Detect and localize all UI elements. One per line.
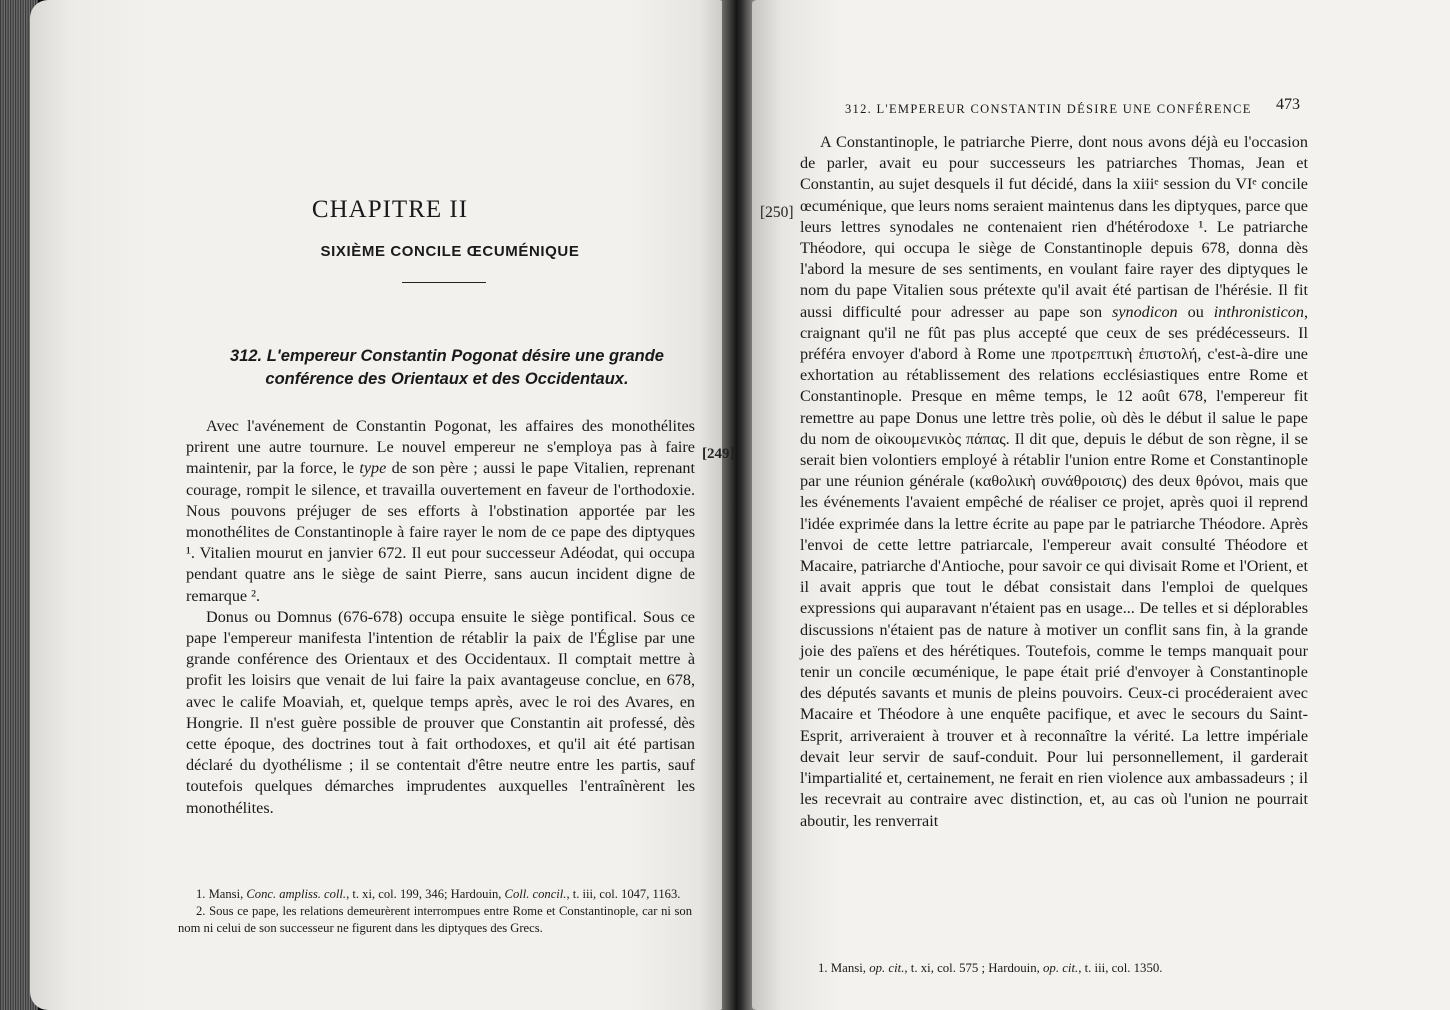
right-body-text [800,132,1308,832]
paragraph [800,132,1308,832]
text-run: Donus ou Domnus (676-678) occupa ensuite le siège pontifical. Sous ce pape l'empereur manifesta l'intention de rétablir la paix de l'Église par une grande conférence des Orientaux et des Occidentaux. Il comptait mettre à profit les loisirs que venait de lui faire la paix avantageuse conclue, en 678, avec le calife Moaviah, et, quelque temps après, avec le roi des Avares, en Hongrie. Il n'est guère possible de prouver que Constantin ait professé, dès cette époque, des doctrines tout à fait orthodoxes, et qu'il ait été partisan déclaré du dyothélisme ; il se contentait d'être neutre entre les partis, sauf toutefois quelques démarches imprudentes auxquelles l'entraînèrent les monothélites. [186,607,695,817]
paragraph [186,416,695,607]
italic-term: type [359,459,387,478]
paragraph [186,607,695,819]
text-run: , t. iii, col. 1350. [1078,961,1163,975]
left-footnotes [178,886,692,937]
text-run: ou [1177,302,1214,321]
text-run: A Constantinople, le patriarche Pierre, dont nous avons déjà eu l'occasion de parler, avait eu pour successeurs les patriarches Thomas, Jean et Constantin, au sujet desquels il fut décidé, dans la xiiiᵉ session du VIᵉ concile œcuménique, que leurs noms seraient maintenus dans les diptyques, parce que leurs lettres synodales ne contenaient rien d'hétérodoxe ¹. Le patriarche Théodore, qui occupa le siège de Constantinople depuis 678, donna dès l'abord la mesure de ses sentiments, en voulant faire rayer des diptyques le nom du pape Vitalien sous prétexte qu'il avait été partisan de l'hérésie. Il fit aussi difficulté pour adresser au pape son [800,133,1308,321]
chapter-divider [402,282,486,283]
page-number: 473 [1276,96,1300,113]
left-body-text [186,416,695,819]
footnote-1 [806,960,1306,977]
section-heading: 312. L'empereur Constantin Pogonat désire une grande conférence des Orientaux et des Occidentaux. [230,347,664,388]
italic-citation: op. cit. [869,961,905,975]
book-gutter [722,0,754,1010]
text-run: Avec l'avénement de Constantin Pogonat, les affaires des monothélites prirent une autre tournure. Le nouvel empereur ne s'employa pas à faire maintenir, par la force, le [186,417,695,478]
chapter-title: CHAPITRE II [311,196,469,223]
text-run: , t. xi, col. 199, 346; Hardouin, [346,887,505,901]
text-run: , t. iii, col. 1047, 1163. [566,887,681,901]
italic-term: synodicon [1112,302,1178,321]
right-footnotes [806,960,1306,977]
text-run: 1. Mansi, [818,961,870,975]
footnote-1 [178,886,692,903]
italic-citation: Coll. concil. [504,887,567,901]
chapter-subtitle: SIXIÈME CONCILE ŒCUMÉNIQUE [320,243,580,260]
text-run: 1. Mansi, [196,887,247,901]
running-head: 312. L'EMPEREUR CONSTANTIN DÉSIRE UNE CONFÉRENCE [845,102,1252,116]
margin-reference-249: [249] [702,446,735,462]
italic-citation: Conc. ampliss. coll. [246,887,347,901]
italic-citation: op. cit. [1043,961,1079,975]
text-run: de son père ; aussi le pape Vitalien, reprenant courage, rompit le silence, et travailla ouvertement en faveur de l'orthodoxie. Nous pouvons préjuger de ses efforts à l'obstination apportée par les monothélites de Constantinople à faire rayer le nom de ce pape des diptyques ¹. Vitalien mourut en janvier 672. Il eut pour successeur Adéodat, qui occupa pendant quatre ans le siège de saint Pierre, sans aucun incident digne de remarque ². [186,459,695,605]
footnote-2: 2. Sous ce pape, les relations demeurèrent interrompues entre Rome et Constantinople, car ni son nom ni celui de son successeur ne figurent dans les diptyques des Grecs. [178,904,692,935]
text-run: , t. xi, col. 575 ; Hardouin, [904,961,1044,975]
text-run: , craignant qu'il ne fût pas plus accepté que ceux de ses prédécesseurs. Il préféra envoyer d'abord à Rome une προτρεπτικὴ ἐπιστολή, c'est-à-dire une exhortation au rétablissement des relations ecclésiastiques entre Rome et Constantinople. Presque en même temps, le 12 août 678, l'empereur fit remettre au pape Donus une lettre très polie, où dès le début il salue le pape du nom de οἰκουμενικὸς πάπας. Il dit que, depuis le début de son règne, il se serait bien volontiers employé à rétablir l'union entre Rome et Constantinople par une réunion générale (καθολικὴ συνάθροισις) des deux θρόνοι, mais que les événements l'avaient empêché de réaliser ce projet, après quoi il reprend l'idée exprimée dans la lettre écrite au pape par le patriarche Théodore. Après l'envoi de cette lettre patriarcale, l'empereur avait consulté Théodore et Macaire, patriarche d'Antioche, pour savoir ce qui divisait Rome et l'Orient, et il avait appris que tout le débat consistait dans l'emploi de quelques expressions qui auparavant n'étaient pas en usage... De telles et si déplorables discussions n'étaient pas de nature à motiver un conflit sans fin, à la grande joie des païens et des hérétiques. Toutefois, comme le temps manquait pour tenir un concile œcuménique, le pape était prié d'envoyer à Constantinople des députés savants et munis de pleins pouvoirs. Ceux-ci procéderaient avec Macaire et Théodore à une enquête pacifique, et avec le secours du Saint-Esprit, arriveraient à trouver et à reconnaître la vérité. La lettre impériale devait leur servir de sauf-conduit. Pour lui personnellement, il garderait l'impartialité et, certainement, ne ferait en rien violence aux ambassadeurs ; il les recevrait au contraire avec distinction, et, au cas où l'union ne pourrait aboutir, les renverrait [800,302,1309,830]
margin-reference-250: [250] [760,204,794,221]
italic-term: inthronisticon [1213,302,1304,321]
